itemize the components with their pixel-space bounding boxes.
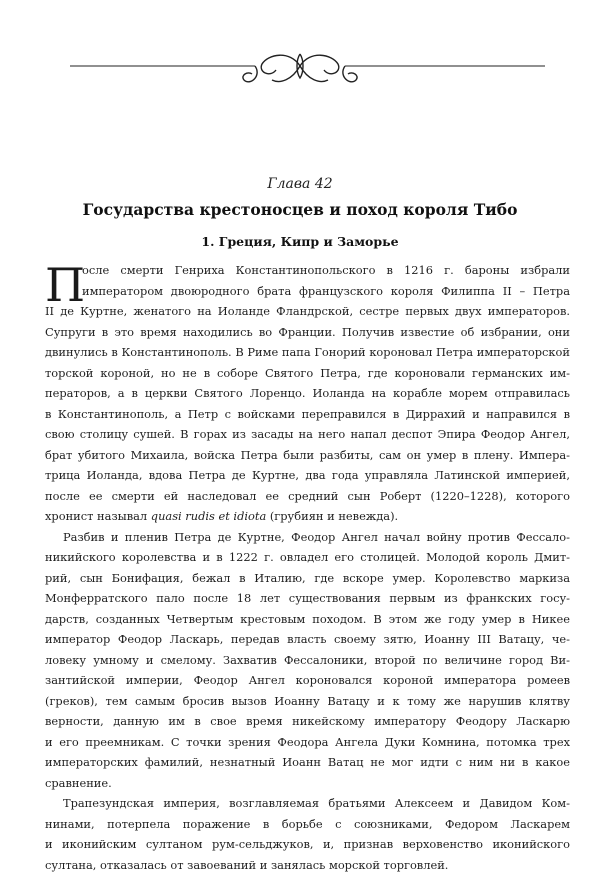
text-line: после ее смерти ей наследовал ее средний сын Роберт (1220–1228), которого (45, 488, 570, 503)
text-line: дарств, созданных Четвертым крестовым походом. В этом же году умер в Никее (45, 611, 570, 626)
text-line: (греков), тем самым бросив вызов Иоанну Ватацу и к тому же нарушив клятву (45, 693, 570, 708)
text-line: рий, сын Бонифация, бежал в Италию, где вскоре умер. Королевство маркиза (45, 570, 570, 585)
text-line: Трапезундская империя, возглавляемая братьями Алексеем и Давидом Ком- (63, 796, 570, 810)
chapter-number: Глава 42 (267, 176, 333, 192)
text-line: никийского королевства и в 1222 г. овладел его столицей. Молодой король Дмит- (45, 550, 570, 564)
chapter-ornament (0, 40, 600, 110)
text-line: ператоров, а в церкви Святого Лоренцо. Иоланда на корабле морем отправилась (45, 386, 570, 400)
text-line: осле смерти Генриха Константинопольского в 1216 г. бароны избрали (82, 263, 570, 277)
text-line: сравнение. (45, 775, 112, 790)
chapter-body (45, 260, 570, 875)
text-line: Разбив и пленив Петра де Куртне, Феодор Ангел начал войну против Фессало- (63, 529, 570, 544)
text-line: император Феодор Ласкарь, передав власть своему зятю, Иоанну III Ватацу, че- (45, 632, 570, 646)
drop-cap: П (45, 258, 86, 312)
section-title: 1. Греция, Кипр и Заморье (201, 234, 399, 249)
text-line: ловеку умному и смелому. Захватив Фессалоники, второй по величине город Ви- (45, 652, 570, 667)
text-line: верности, данную им в свое время никейскому императору Феодору Ласкарю (45, 714, 570, 728)
text-line: султана, отказалась от завоеваний и занялась морской торговлей. (45, 857, 449, 872)
latin-quote: quasi rudis et idiota (150, 509, 267, 523)
text-line: двинулись в Константинополь. В Риме папа Гонорий короновал Петра императорской (45, 345, 570, 359)
chapter-title: Государства крестоносцев и поход короля Тибо (82, 200, 518, 219)
text-line: II де Куртне, женатого на Иоланде Фландрской, сестре первых двух императоров. (45, 304, 570, 318)
text-line: свою столицу сушей. В горах из засады на него напал деспот Эпира Феодор Ангел, (45, 427, 570, 441)
text-line: императорских фамилий, незнатный Иоанн Ватац не мог идти с ним ни в какое (45, 755, 570, 769)
text-line: Монферратского пало после 18 лет существования первым из франкских госу- (45, 591, 570, 605)
text-line: и иконийским султаном рум-сельджуков, и, признав верховенство иконийского (45, 837, 570, 851)
text-line: Супруги в это время находились во Франции. Получив известие об избрании, они (45, 324, 570, 339)
text-line: трица Иоланда, вдова Петра де Куртне, два года управляла Латинской империей, (45, 468, 570, 482)
text-line: нинами, потерпела поражение в борьбе с союзниками, Федором Ласкарем (45, 816, 570, 831)
text-line: хронист называл quasi rudis et idiota (грубиян и невежда). (45, 509, 399, 523)
text-line: и его преемникам. С точки зрения Феодора Ангела Дуки Комнина, потомка трех (45, 734, 570, 749)
text-line: торской короной, но не в соборе Святого Петра, где короновали германских им- (45, 365, 570, 380)
text-line: императором двоюродного брата французского короля Филиппа II – Петра (82, 283, 570, 298)
text-line: в Константинополь, а Петр с войсками переправился в Диррахий и направился в (45, 406, 570, 421)
text-line: зантийской империи, Феодор Ангел короновался короной императора ромеев (45, 673, 570, 687)
text-line: брат убитого Михаила, войска Петра были разбиты, сам он умер в плену. Импера- (45, 447, 570, 462)
